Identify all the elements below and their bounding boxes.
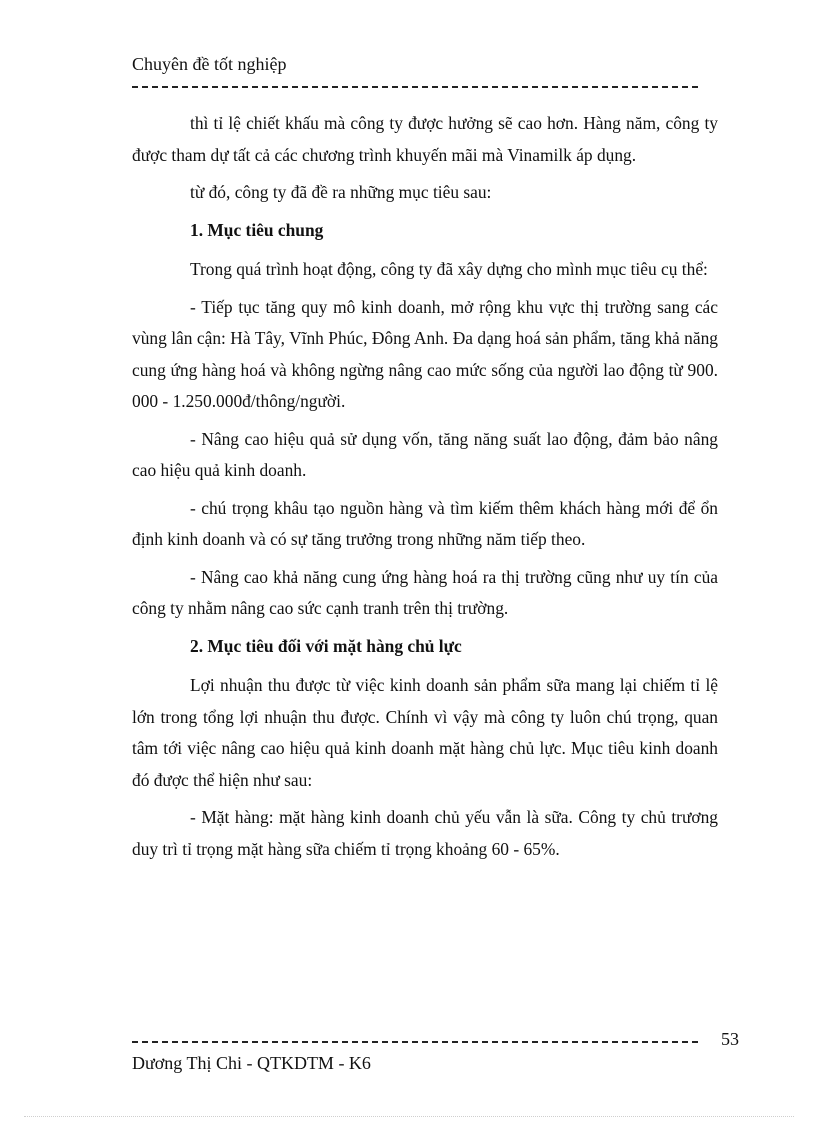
paragraph: Trong quá trình hoạt động, công ty đã xây dựng cho mình mục tiêu cụ thể: [190,259,708,279]
list-item: - chú trọng khâu tạo nguồn hàng và tìm kiếm thêm khách hàng mới để ổn định kinh doanh và có sự tăng trưởng trong những năm tiếp theo. [132,497,718,549]
paragraph: Lợi nhuận thu được từ việc kinh doanh sản phẩm sữa mang lại chiếm tỉ lệ lớn trong tổng lợi nhuận thu được. Chính vì vậy mà công ty luôn chú trọng, quan tâm tới việc nâng cao hiệu quả kinh doanh mặt hàng chủ lực. Mục tiêu kinh doanh đó được thể hiện như sau: [132,675,718,790]
list-item: - Tiếp tục tăng quy mô kinh doanh, mở rộng khu vực thị trường sang các vùng lân cận: Hà Tây, Vĩnh Phúc, Đông Anh. Đa dạng hoá sản phẩm, tăng khả năng cung ứng hàng hoá và không ngừng nâng cao mức sống của người lao động từ 900. 000 - 1.250.000đ/thông/người. [132,296,718,411]
section-heading-1: 1. Mục tiêu chung [190,219,324,240]
section-heading-2: 2. Mục tiêu đối với mặt hàng chủ lực [190,635,462,656]
page-number: 53 [721,1029,739,1049]
footer-divider [132,1041,698,1043]
page-bottom-border [24,1116,794,1117]
header-title: Chuyên đề tốt nghiệp [132,54,287,74]
footer-author: Dương Thị Chi - QTKDTM - K6 [132,1053,371,1073]
list-item: - Nâng cao hiệu quả sử dụng vốn, tăng năng suất lao động, đảm bảo nâng cao hiệu quả kinh doanh. [132,428,718,480]
list-item: - Nâng cao khả năng cung ứng hàng hoá ra thị trường cũng như uy tín của công ty nhằm nâng cao sức cạnh tranh trên thị trường. [132,566,718,618]
header-divider [132,86,698,88]
paragraph: từ đó, công ty đã đề ra những mục tiêu sau: [190,182,492,202]
document-body [132,108,718,871]
paragraph: thì tỉ lệ chiết khấu mà công ty được hưởng sẽ cao hơn. Hàng năm, công ty được tham dự tất cả các chương trình khuyến mãi mà Vinamilk áp dụng. [132,113,718,165]
list-item: - Mặt hàng: mặt hàng kinh doanh chủ yếu vẫn là sữa. Công ty chủ trương duy trì tỉ trọng mặt hàng sữa chiếm tỉ trọng khoảng 60 - 65%. [132,807,718,859]
